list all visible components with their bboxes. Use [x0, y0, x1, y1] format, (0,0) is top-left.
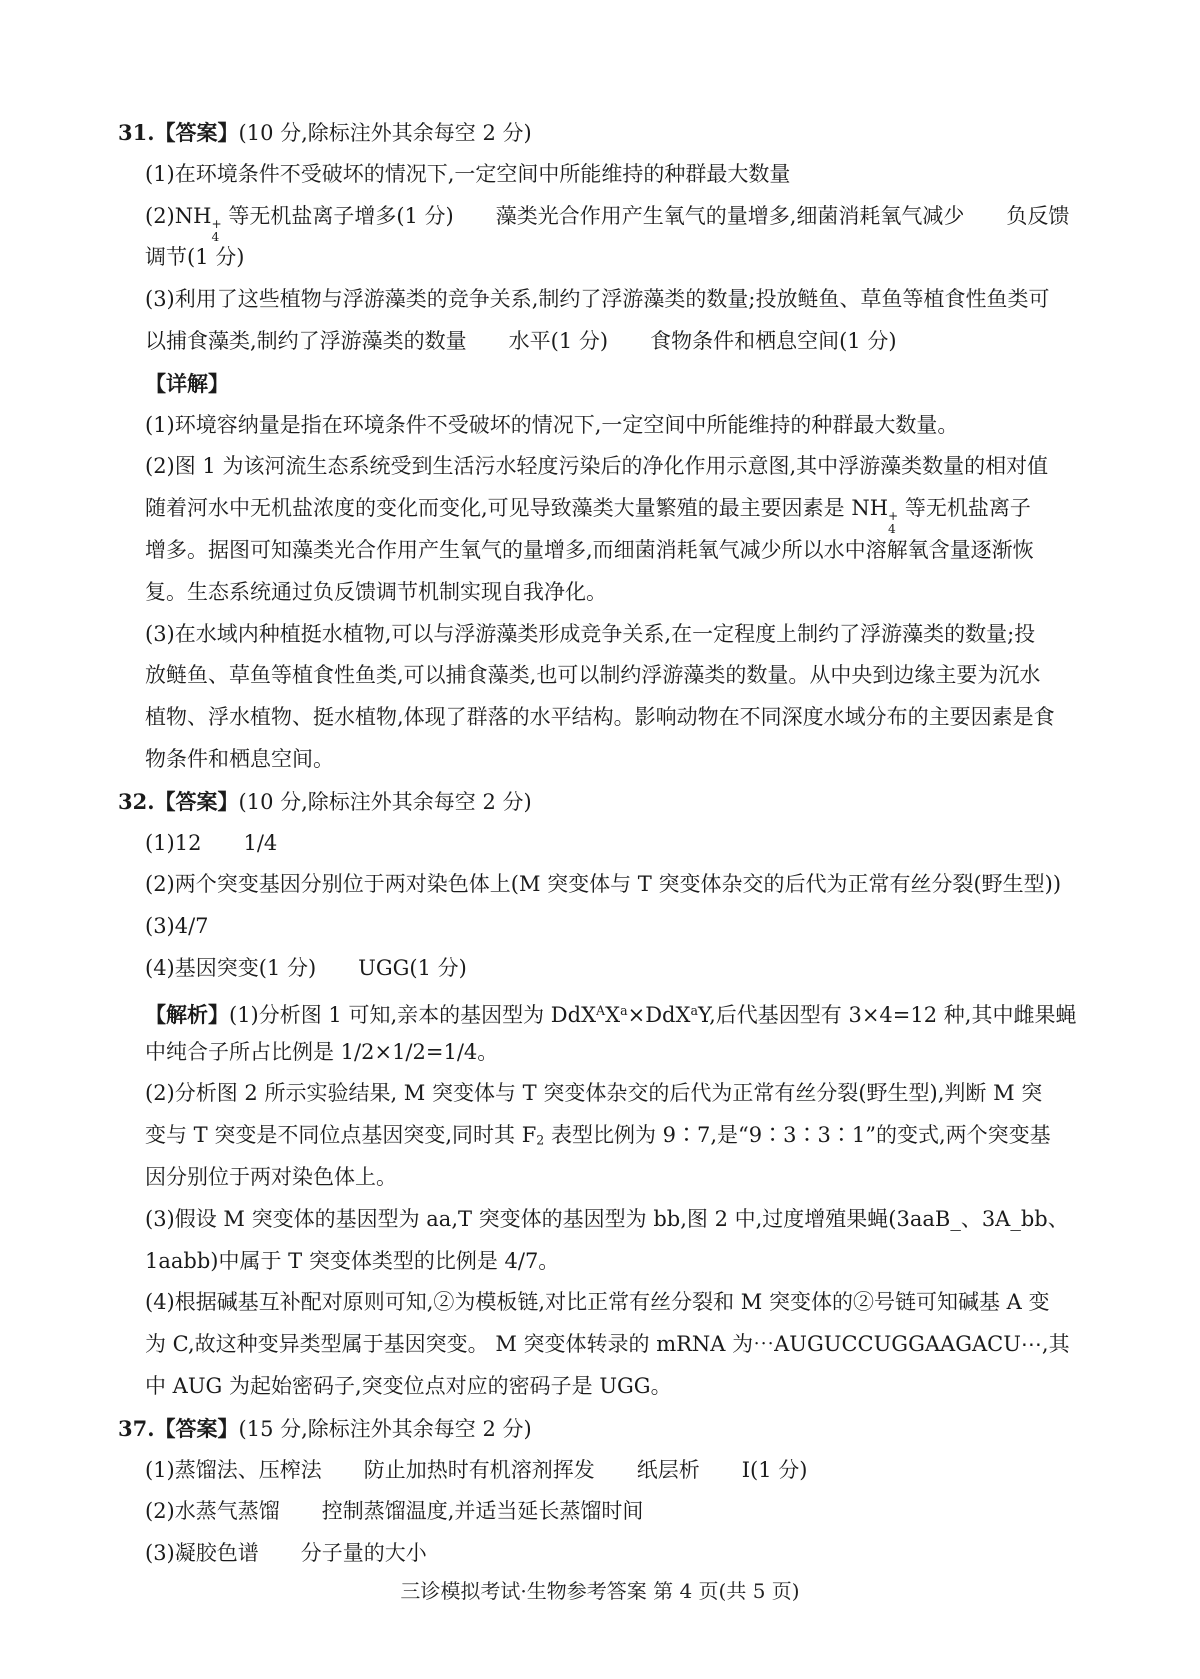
- text-run: 增多。据图可知藻类光合作用产生氧气的量增多,而细菌消耗氧气减少所以水中溶解氧含量逐渐恢: [145, 537, 1034, 562]
- text-run: 1aabb)中属于 T 突变体类型的比例是 4/7。: [145, 1248, 560, 1273]
- text-line: [0, 279, 1200, 321]
- text-run: 变与 T 突变是不同位点基因突变,同时其 F: [145, 1123, 537, 1148]
- text-run: (4)根据碱基互补配对原则可知,②为模板链,对比正常有丝分裂和 M 突变体的②号链可知碱基 A 变: [145, 1290, 1050, 1315]
- document-body: [0, 112, 1200, 1575]
- text-run: 中纯合子所占比例是 1/2×1/2=1/4。: [145, 1039, 499, 1064]
- text-run: (1)在环境条件不受破坏的情况下,一定空间中所能维持的种群最大数量: [145, 161, 791, 186]
- text-run: (1)12 1/4: [145, 830, 278, 855]
- text-line: [0, 572, 1200, 614]
- text-run: (1)蒸馏法、压榨法 防止加热时有机溶剂挥发 纸层析 Ⅰ(1 分): [145, 1457, 808, 1482]
- text-run: (4)基因突变(1 分) UGG(1 分): [145, 955, 467, 980]
- text-run: 随着河水中无机盐浓度的变化而变化,可见导致藻类大量繁殖的最主要因素是 NH: [145, 496, 889, 521]
- text-run: 为 C,故这种变异类型属于基因突变。 M 突变体转录的 mRNA 为⋯AUGUCCUGGAAGACU⋯,其: [145, 1332, 1070, 1357]
- page-footer: [0, 1578, 1200, 1604]
- text-line: [0, 237, 1200, 279]
- text-line: [0, 1533, 1200, 1575]
- text-line: [0, 864, 1200, 906]
- text-run: (3)凝胶色谱 分子量的大小: [145, 1541, 427, 1566]
- text-line: [0, 1282, 1200, 1324]
- text-run: (10 分,除标注外其余每空 2 分): [238, 121, 532, 145]
- text-line: [0, 1115, 1200, 1157]
- stack-subscript: 4: [211, 229, 220, 244]
- text-line: [0, 1450, 1200, 1492]
- text-run: 中 AUG 为起始密码子,突变位点对应的密码子是 UGG。: [145, 1373, 672, 1398]
- text-run: (3)假设 M 突变体的基因型为 aa,T 突变体的基因型为 bb,图 2 中,过度增殖果蝇(3aaB_、3A_bb、: [145, 1206, 1069, 1231]
- text-run: 放鲢鱼、草鱼等植食性鱼类,可以捕食藻类,也可以制约浮游藻类的数量。从中央到边缘主要为沉水: [145, 663, 1041, 688]
- subscript: 2: [536, 1132, 545, 1148]
- superscript: a: [620, 1002, 628, 1018]
- section-32-heading: [0, 781, 1200, 823]
- text-line: [0, 1032, 1200, 1074]
- text-run: (2)NH: [145, 203, 212, 228]
- text-run: (10 分,除标注外其余每空 2 分): [238, 789, 532, 814]
- text-run: Y,后代基因型有 3×4=12 种,其中雌果蝇: [697, 1002, 1077, 1027]
- text-line: [0, 655, 1200, 697]
- bold-label: 【解析】: [145, 1001, 229, 1027]
- text-run: ×DdX: [627, 1002, 691, 1027]
- text-line: [0, 488, 1200, 537]
- text-run: (2)图 1 为该河流生态系统受到生活污水轻度污染后的净化作用示意图,其中浮游藻类数量的相对值: [145, 454, 1049, 479]
- text-line: [0, 1366, 1200, 1408]
- text-run: 因分别位于两对染色体上。: [145, 1164, 397, 1189]
- text-line: [0, 196, 1200, 244]
- text-run: (3)4/7: [145, 914, 209, 939]
- analysis-paragraph: [0, 990, 1200, 1032]
- detail-label: [0, 363, 1200, 405]
- text-line: [0, 739, 1200, 781]
- stack-superscript: +: [888, 509, 899, 524]
- text-run: 以捕食藻类,制约了浮游藻类的数量 水平(1 分) 食物条件和栖息空间(1 分): [145, 328, 897, 353]
- bold-label: 31.【答案】: [118, 120, 239, 145]
- text-line: [0, 321, 1200, 363]
- text-line: [0, 1324, 1200, 1366]
- text-run: (2)水蒸气蒸馏 控制蒸馏温度,并适当延长蒸馏时间: [145, 1499, 644, 1524]
- text-line: [0, 614, 1200, 656]
- text-line: [0, 1157, 1200, 1199]
- text-run: 表型比例为 9∶7,是“9∶3∶3∶1”的变式,两个突变基: [544, 1123, 1051, 1148]
- text-line: [0, 906, 1200, 948]
- text-run: (2)两个突变基因分别位于两对染色体上(M 突变体与 T 突变体杂交的后代为正常有丝分裂(野生型)): [145, 872, 1062, 897]
- superscript: a: [690, 1002, 698, 1018]
- footer-text: 三诊模拟考试·生物参考答案 第 4 页(共 5 页): [400, 1579, 800, 1603]
- text-run: (1)环境容纳量是指在环境条件不受破坏的情况下,一定空间中所能维持的种群最大数量。: [145, 412, 959, 437]
- bold-label: 32.【答案】: [118, 788, 239, 814]
- text-line: [0, 446, 1200, 488]
- stack-subscript: 4: [888, 522, 896, 537]
- text-line: [0, 948, 1200, 990]
- text-run: (3)利用了这些植物与浮游藻类的竞争关系,制约了浮游藻类的数量;投放鲢鱼、草鱼等植食性鱼类可: [145, 287, 1050, 312]
- text-line: [0, 530, 1200, 572]
- text-line: [0, 1491, 1200, 1533]
- text-run: 等无机盐离子增多(1 分) 藻类光合作用产生氧气的量增多,细菌消耗氧气减少 负反馈: [221, 203, 1070, 228]
- text-line: [0, 405, 1200, 447]
- text-run: (15 分,除标注外其余每空 2 分): [238, 1416, 532, 1441]
- bold-label: 37.【答案】: [118, 1415, 239, 1441]
- text-line: [0, 1073, 1200, 1115]
- text-run: 复。生态系统通过负反馈调节机制实现自我净化。: [145, 579, 607, 604]
- text-run: 物条件和栖息空间。: [145, 746, 334, 771]
- bold-label: 【详解】: [145, 370, 229, 396]
- text-run: 调节(1 分): [145, 245, 245, 270]
- section-37-heading: [0, 1408, 1200, 1450]
- text-run: 植物、浮水植物、挺水植物,体现了群落的水平结构。影响动物在不同深度水域分布的主要因素是食: [145, 705, 1055, 730]
- text-run: (2)分析图 2 所示实验结果, M 突变体与 T 突变体杂交的后代为正常有丝分裂(野生型),判断 M 突: [145, 1081, 1043, 1106]
- stack-superscript: +: [211, 216, 222, 231]
- text-run: (1)分析图 1 可知,亲本的基因型为 DdX: [229, 1002, 597, 1027]
- text-line: [0, 1199, 1200, 1241]
- section-31-heading: [0, 112, 1200, 154]
- text-line: [0, 697, 1200, 739]
- text-line: [0, 1241, 1200, 1283]
- text-run: (3)在水域内种植挺水植物,可以与浮游藻类形成竞争关系,在一定程度上制约了浮游藻类的数量;投: [145, 621, 1036, 646]
- superscript: A: [596, 1002, 606, 1018]
- text-run: X: [605, 1002, 621, 1027]
- text-line: [0, 154, 1200, 196]
- text-run: 等无机盐离子: [898, 496, 1031, 521]
- text-line: [0, 823, 1200, 865]
